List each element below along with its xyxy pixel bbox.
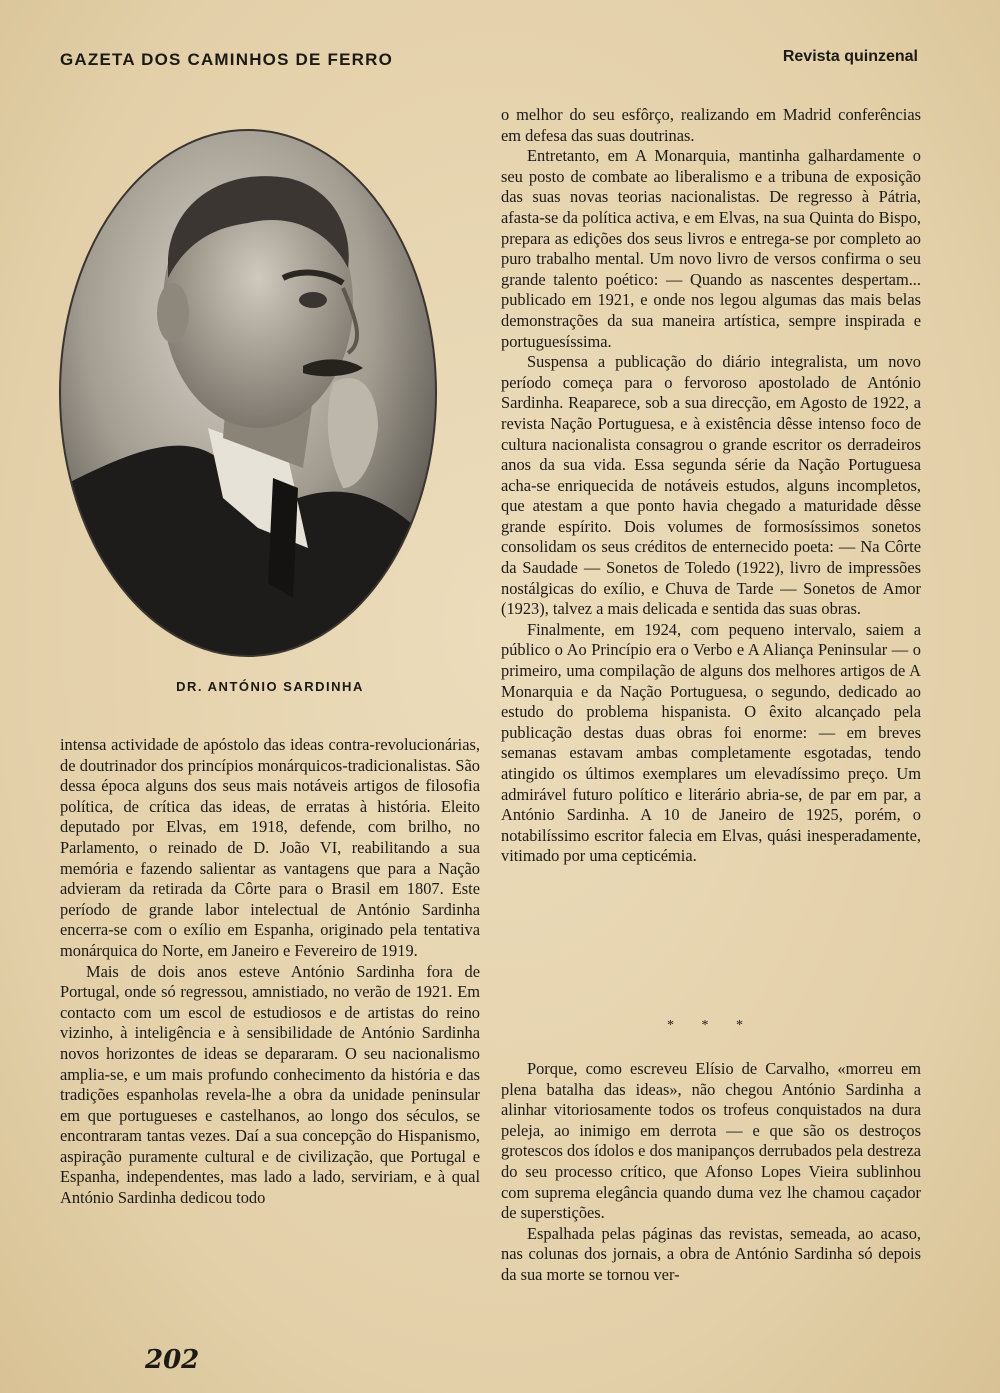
page-number: 202 xyxy=(145,1345,200,1375)
publication-frequency: Revista quinzenal xyxy=(782,48,918,65)
portrait-photo xyxy=(58,128,438,658)
paragraph: Mais de dois anos esteve António Sardinha fora de Portugal, onde só regressou, amnistiado, no verão de 1921. Em contacto com um escol de estudiosos e de artistas do reino vizinho, à inteligência e à sensibilidade de António Sardinha novos horizontes de ideas se depararam. O seu nacionalismo amplia-se, e um mais profundo conhecimento da história e das tradições espanholas revela-lhe a obra da unidade peninsular em que portugueses e castelhanos, ao longo dos séculos, se encontraram tantas vezes. Daí a sua concepção do Hispanismo, aspiração puramente cultural e de civilização, que Portugal e Espanha, independentes, mas lado a lado, serviriam, e à qual António Sardinha dedicou todo xyxy=(60,961,480,1208)
portrait-caption: DR. ANTÓNIO SARDINHA xyxy=(176,679,364,694)
paragraph: o melhor do seu esfôrço, realizando em Madrid conferências em defesa das suas doutrinas. xyxy=(501,105,921,145)
right-column xyxy=(501,105,921,867)
paragraph: Espalhada pelas páginas das revistas, semeada, ao acaso, nas colunas dos jornais, a obra de António Sardinha só depois da sua morte se tornou ver- xyxy=(501,1223,921,1284)
section-separator: * * * xyxy=(667,1018,755,1033)
publication-title: GAZETA DOS CAMINHOS DE FERRO xyxy=(60,50,393,69)
paragraph: Finalmente, em 1924, com pequeno intervalo, saiem a público o Ao Princípio era o Verbo e A Aliança Peninsular — o primeiro, uma compilação de alguns dos melhores artigos de A Monarquia e da Nação Portuguesa, o segundo, dedicado ao estudo do problema hispanista. O êxito alcançado pela publicação destas duas obras foi enorme: — em breves semanas estavam ambas completamente esgotadas, tendo atingido os últimos exemplares um elevadíssimo preço. Um admirável futuro político e literário abria-se, de par em par, a António Sardinha. A 10 de Janeiro de 1925, porém, o notabilíssimo escritor falecia em Elvas, quási inesperadamente, vitimado por uma cepticémia. xyxy=(501,619,921,866)
paragraph: intensa actividade de apóstolo das ideas contra-revolucionárias, de doutrinador dos princípios monárquicos-tradicionalistas. São dessa época alguns dos seus mais notáveis artigos de filosofia política, de crítica das ideas, de erratas à história. Eleito deputado por Elvas, em 1918, defende, com brilho, no Parlamento, o reinado de D. João VI, reabilitando a sua memória e fazendo salientar as vantagens que para a Nação advieram da retirada da Côrte para o Brasil em 1807. Este período de grande labor intelectual de António Sardinha encerra-se com o exílio em Espanha, originado pela tentativa monárquica do Norte, em Janeiro e Fevereiro de 1919. xyxy=(60,735,480,960)
paragraph: Suspensa a publicação do diário integralista, um novo período começa para o fervoroso apostolado de António Sardinha. Reaparece, sob a sua direcção, em Agosto de 1922, a revista Nação Portuguesa, e à existência dêsse intenso foco de cultura nacionalista consagrou o grande escritor os derradeiros anos da sua vida. Essa segunda série da Nação Portuguesa acha-se enriquecida de notáveis estudos, alguns incompletos, que atestam a que ponto havia chegado a maturidade dêsse grande espírito. Dois volumes de formosíssimos sonetos consolidam os seus créditos de enternecido poeta: — Na Côrte da Saudade — Sonetos de Toledo (1922), livro de impressões nostálgicas do exílio, e Chuva de Tarde — Sonetos de Amor (1923), talvez a mais delicada e sentida das suas obras. xyxy=(501,352,921,619)
right-column-continued xyxy=(501,1059,921,1286)
left-column xyxy=(60,735,480,1209)
paragraph: Entretanto, em A Monarquia, mantinha galhardamente o seu posto de combate ao liberalismo e a tribuna de exposição das suas novas teorias nacionalistas. De regresso à Pátria, afasta-se da política activa, e em Elvas, na sua Quinta do Bispo, prepara as edições dos seus livros e entrega-se por completo ao puro trabalho mental. Um novo livro de versos confirma o seu grande talento poético: — Quando as nascentes despertam... publicado em 1921, e onde nos legou algumas das mais belas demonstrações da sua maneira artística, sempre inspirada e portuguesíssima. xyxy=(501,146,921,351)
paragraph: Porque, como escreveu Elísio de Carvalho, «morreu em plena batalha das ideas», não chegou António Sardinha a alinhar vitoriosamente todos os trofeus conquistados na dura peleja, ao inimigo em derrota — e que são os destroços grotescos dos ídolos e dos manipanços derrubados pela destreza do seu processo crítico, que Afonso Lopes Vieira sublinhou com suprema elegância quando duma vez lhe chamou caçador de superstições. xyxy=(501,1059,921,1223)
